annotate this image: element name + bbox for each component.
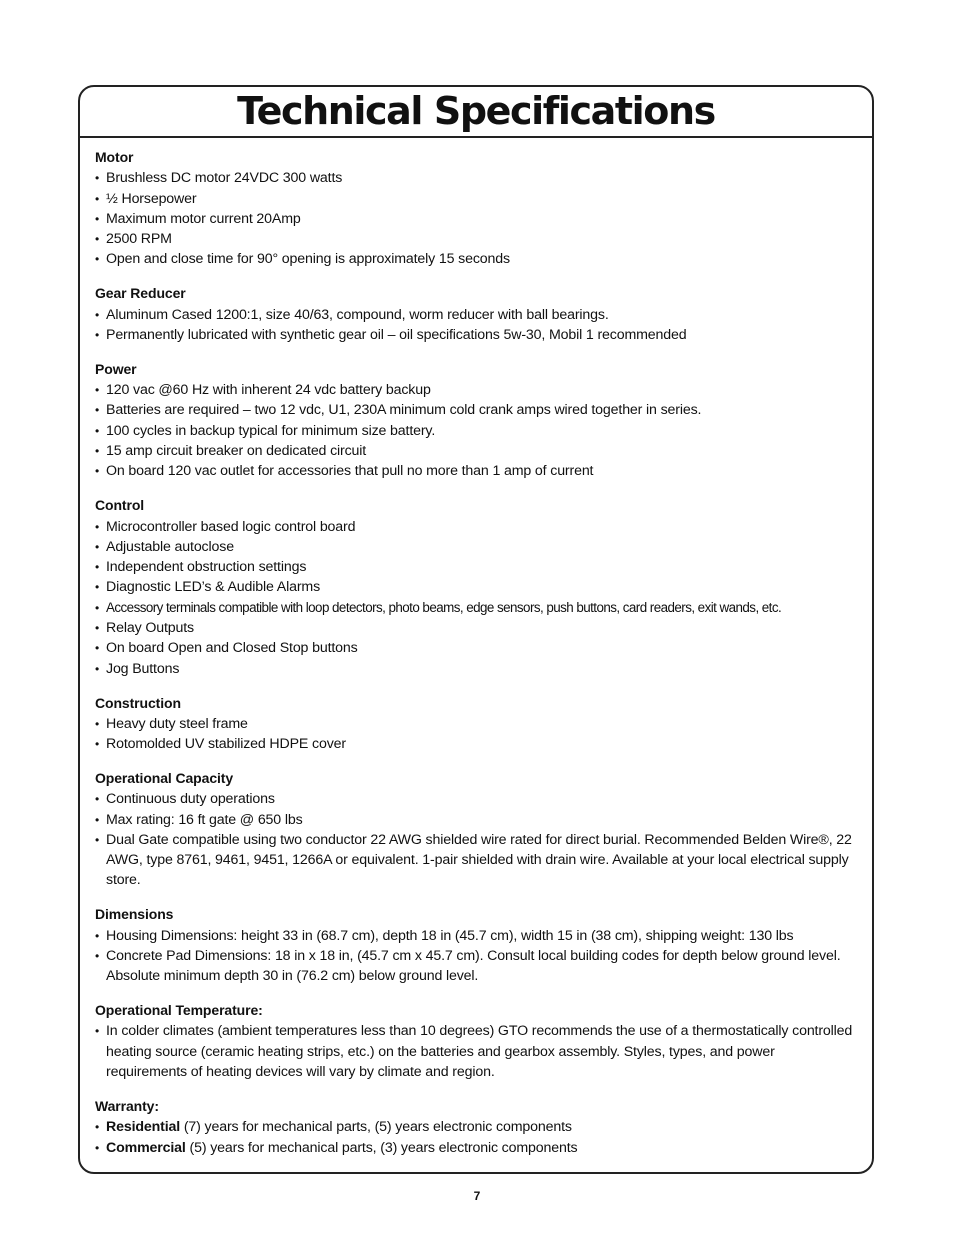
section-control (95, 496, 858, 679)
bullet-icon: • (95, 641, 100, 656)
list-item (95, 400, 858, 420)
item-text: 100 cycles in backup typical for minimum size battery. (106, 422, 436, 439)
page-number: 7 (473, 1189, 481, 1203)
list-item (95, 537, 858, 557)
bullet-list (95, 305, 858, 346)
item-text: 2500 RPM (106, 231, 172, 248)
item-text: Independent obstruction settings (106, 559, 307, 576)
bullet-icon: • (95, 171, 100, 186)
title-band (80, 87, 872, 138)
item-text: Microcontroller based logic control board (106, 518, 356, 535)
bullet-icon: • (95, 600, 99, 615)
item-text: Heavy duty steel frame (106, 715, 248, 732)
bullet-icon: • (95, 211, 100, 226)
bullet-icon: • (95, 252, 100, 267)
item-text: (7) years for mechanical parts, (5) years electronic components (180, 1119, 572, 1136)
item-text: Housing Dimensions: height 33 in (68.7 cm), depth 18 in (45.7 cm), width 15 in (38 cm), shipping weight: 130 lbs (106, 927, 794, 944)
section-motor (95, 148, 858, 270)
list-item (95, 1021, 858, 1082)
list-item (95, 618, 858, 638)
bullet-icon: • (95, 307, 100, 322)
section-dimensions (95, 905, 858, 986)
list-item (95, 1117, 858, 1137)
section-heading: Power (95, 360, 137, 377)
section-warranty (95, 1097, 858, 1158)
bullet-list (95, 926, 858, 987)
list-item (95, 598, 858, 618)
bullet-icon: • (95, 232, 100, 247)
item-text: Maximum motor current 20Amp (106, 210, 301, 227)
bullet-icon: • (95, 519, 100, 534)
bullet-icon: • (95, 383, 100, 398)
section-power (95, 360, 858, 482)
list-item (95, 168, 858, 188)
section-heading: Control (95, 497, 145, 514)
bullet-icon: • (95, 539, 100, 554)
section-operational-capacity (95, 769, 858, 891)
list-item (95, 789, 858, 809)
list-item (95, 249, 858, 269)
list-item (95, 189, 858, 209)
bullet-icon: • (95, 423, 100, 438)
list-item (95, 209, 858, 229)
bullet-icon: • (95, 191, 100, 206)
bullet-list (95, 168, 858, 269)
item-text: Permanently lubricated with synthetic gear oil – oil specifications 5w-30, Mobil 1 recommended (106, 326, 687, 343)
list-item (95, 638, 858, 658)
bullet-list (95, 380, 858, 481)
item-text: Relay Outputs (106, 620, 194, 637)
item-text: Batteries are required – two 12 vdc, U1, 230A minimum cold crank amps wired together in series. (106, 402, 702, 419)
bullet-icon: • (95, 560, 100, 575)
bullet-icon: • (95, 327, 100, 342)
section-heading: Motor (95, 149, 134, 165)
item-text: Adjustable autoclose (106, 538, 234, 555)
bullet-icon: • (95, 403, 100, 418)
list-item (95, 229, 858, 249)
section-heading: Operational Temperature: (95, 1002, 263, 1019)
item-text: 15 amp circuit breaker on dedicated circuit (106, 443, 367, 460)
item-text: Open and close time for 90° opening is approximately 15 seconds (106, 251, 510, 268)
list-item (95, 659, 858, 679)
item-text: ½ Horsepower (106, 190, 197, 207)
item-text: On board 120 vac outlet for accessories that pull no more than 1 amp of current (106, 463, 594, 480)
spec-frame (78, 85, 874, 1174)
item-text: On board Open and Closed Stop buttons (106, 640, 358, 657)
list-item (95, 305, 858, 325)
list-item (95, 325, 858, 345)
section-construction (95, 694, 858, 755)
bullet-list (95, 1021, 858, 1082)
list-item (95, 810, 858, 830)
list-item (95, 734, 858, 754)
section-operational-temperature (95, 1001, 858, 1082)
item-text: 120 vac @60 Hz with inherent 24 vdc battery backup (106, 382, 431, 399)
item-text: Jog Buttons (106, 660, 180, 677)
warranty-type-label: Commercial (106, 1139, 186, 1156)
section-gear-reducer (95, 284, 858, 345)
section-heading: Warranty: (95, 1097, 159, 1114)
list-item (95, 557, 858, 577)
warranty-type-label: Residential (106, 1119, 181, 1136)
bullet-icon: • (95, 948, 100, 963)
list-item (95, 830, 858, 891)
bullet-icon: • (95, 1120, 100, 1135)
bullet-icon: • (95, 444, 100, 459)
section-heading: Construction (95, 694, 181, 711)
item-text: Accessory terminals compatible with loop detectors, photo beams, edge sensors, push buttons, card readers, exit wands, etc. (106, 599, 782, 615)
section-heading: Dimensions (95, 906, 174, 923)
bullet-icon: • (95, 1024, 100, 1039)
item-text: Dual Gate compatible using two conductor 22 AWG shielded wire rated for direct burial. Recommended Belden Wire®, 22 AWG, type 8761, 9461, 9451, 1266A or equivalent. 1-pair shielded with drain wire. Available at your local electrical supply store. (106, 831, 852, 889)
list-item (95, 714, 858, 734)
bullet-list (95, 1117, 858, 1158)
bullet-icon: • (95, 812, 100, 827)
list-item (95, 926, 858, 946)
list-item (95, 1138, 858, 1158)
item-text: Max rating: 16 ft gate @ 650 lbs (106, 811, 303, 828)
list-item (95, 380, 858, 400)
item-text: Diagnostic LED’s & Audible Alarms (106, 579, 321, 596)
bullet-icon: • (95, 792, 100, 807)
list-item (95, 421, 858, 441)
bullet-list (95, 789, 858, 890)
bullet-icon: • (95, 832, 100, 847)
item-text: Continuous duty operations (106, 791, 275, 808)
page-title: Technical Specifications (237, 89, 715, 133)
bullet-icon: • (95, 1140, 100, 1155)
section-heading: Gear Reducer (95, 285, 186, 302)
item-text: Brushless DC motor 24VDC 300 watts (106, 170, 343, 187)
item-text: Aluminum Cased 1200:1, size 40/63, compound, worm reducer with ball bearings. (106, 306, 609, 323)
list-item (95, 517, 858, 537)
bullet-list (95, 517, 858, 679)
list-item (95, 577, 858, 597)
bullet-icon: • (95, 621, 100, 636)
bullet-icon: • (95, 737, 100, 752)
spec-content (95, 148, 858, 1172)
list-item (95, 461, 858, 481)
item-text: Rotomolded UV stabilized HDPE cover (106, 736, 346, 753)
bullet-icon: • (95, 580, 100, 595)
item-text: Concrete Pad Dimensions: 18 in x 18 in, (45.7 cm x 45.7 cm). Consult local building codes for depth below ground level. Absolute minimum depth 30 in (76.2 cm) below ground level. (106, 947, 841, 985)
bullet-icon: • (95, 464, 100, 479)
bullet-icon: • (95, 661, 100, 676)
bullet-icon: • (95, 928, 100, 943)
item-text: In colder climates (ambient temperatures less than 10 degrees) GTO recommends the use of a thermostatically controlled heating source (ceramic heating strips, etc.) on the batteries and gearbox assembly. Styles, types, and power requirements of heating devices will vary by climate and region. (106, 1023, 853, 1081)
bullet-list (95, 714, 858, 755)
bullet-icon: • (95, 716, 100, 731)
item-text: (5) years for mechanical parts, (3) years electronic components (185, 1139, 578, 1156)
list-item (95, 441, 858, 461)
list-item (95, 946, 858, 987)
section-heading: Operational Capacity (95, 769, 234, 786)
